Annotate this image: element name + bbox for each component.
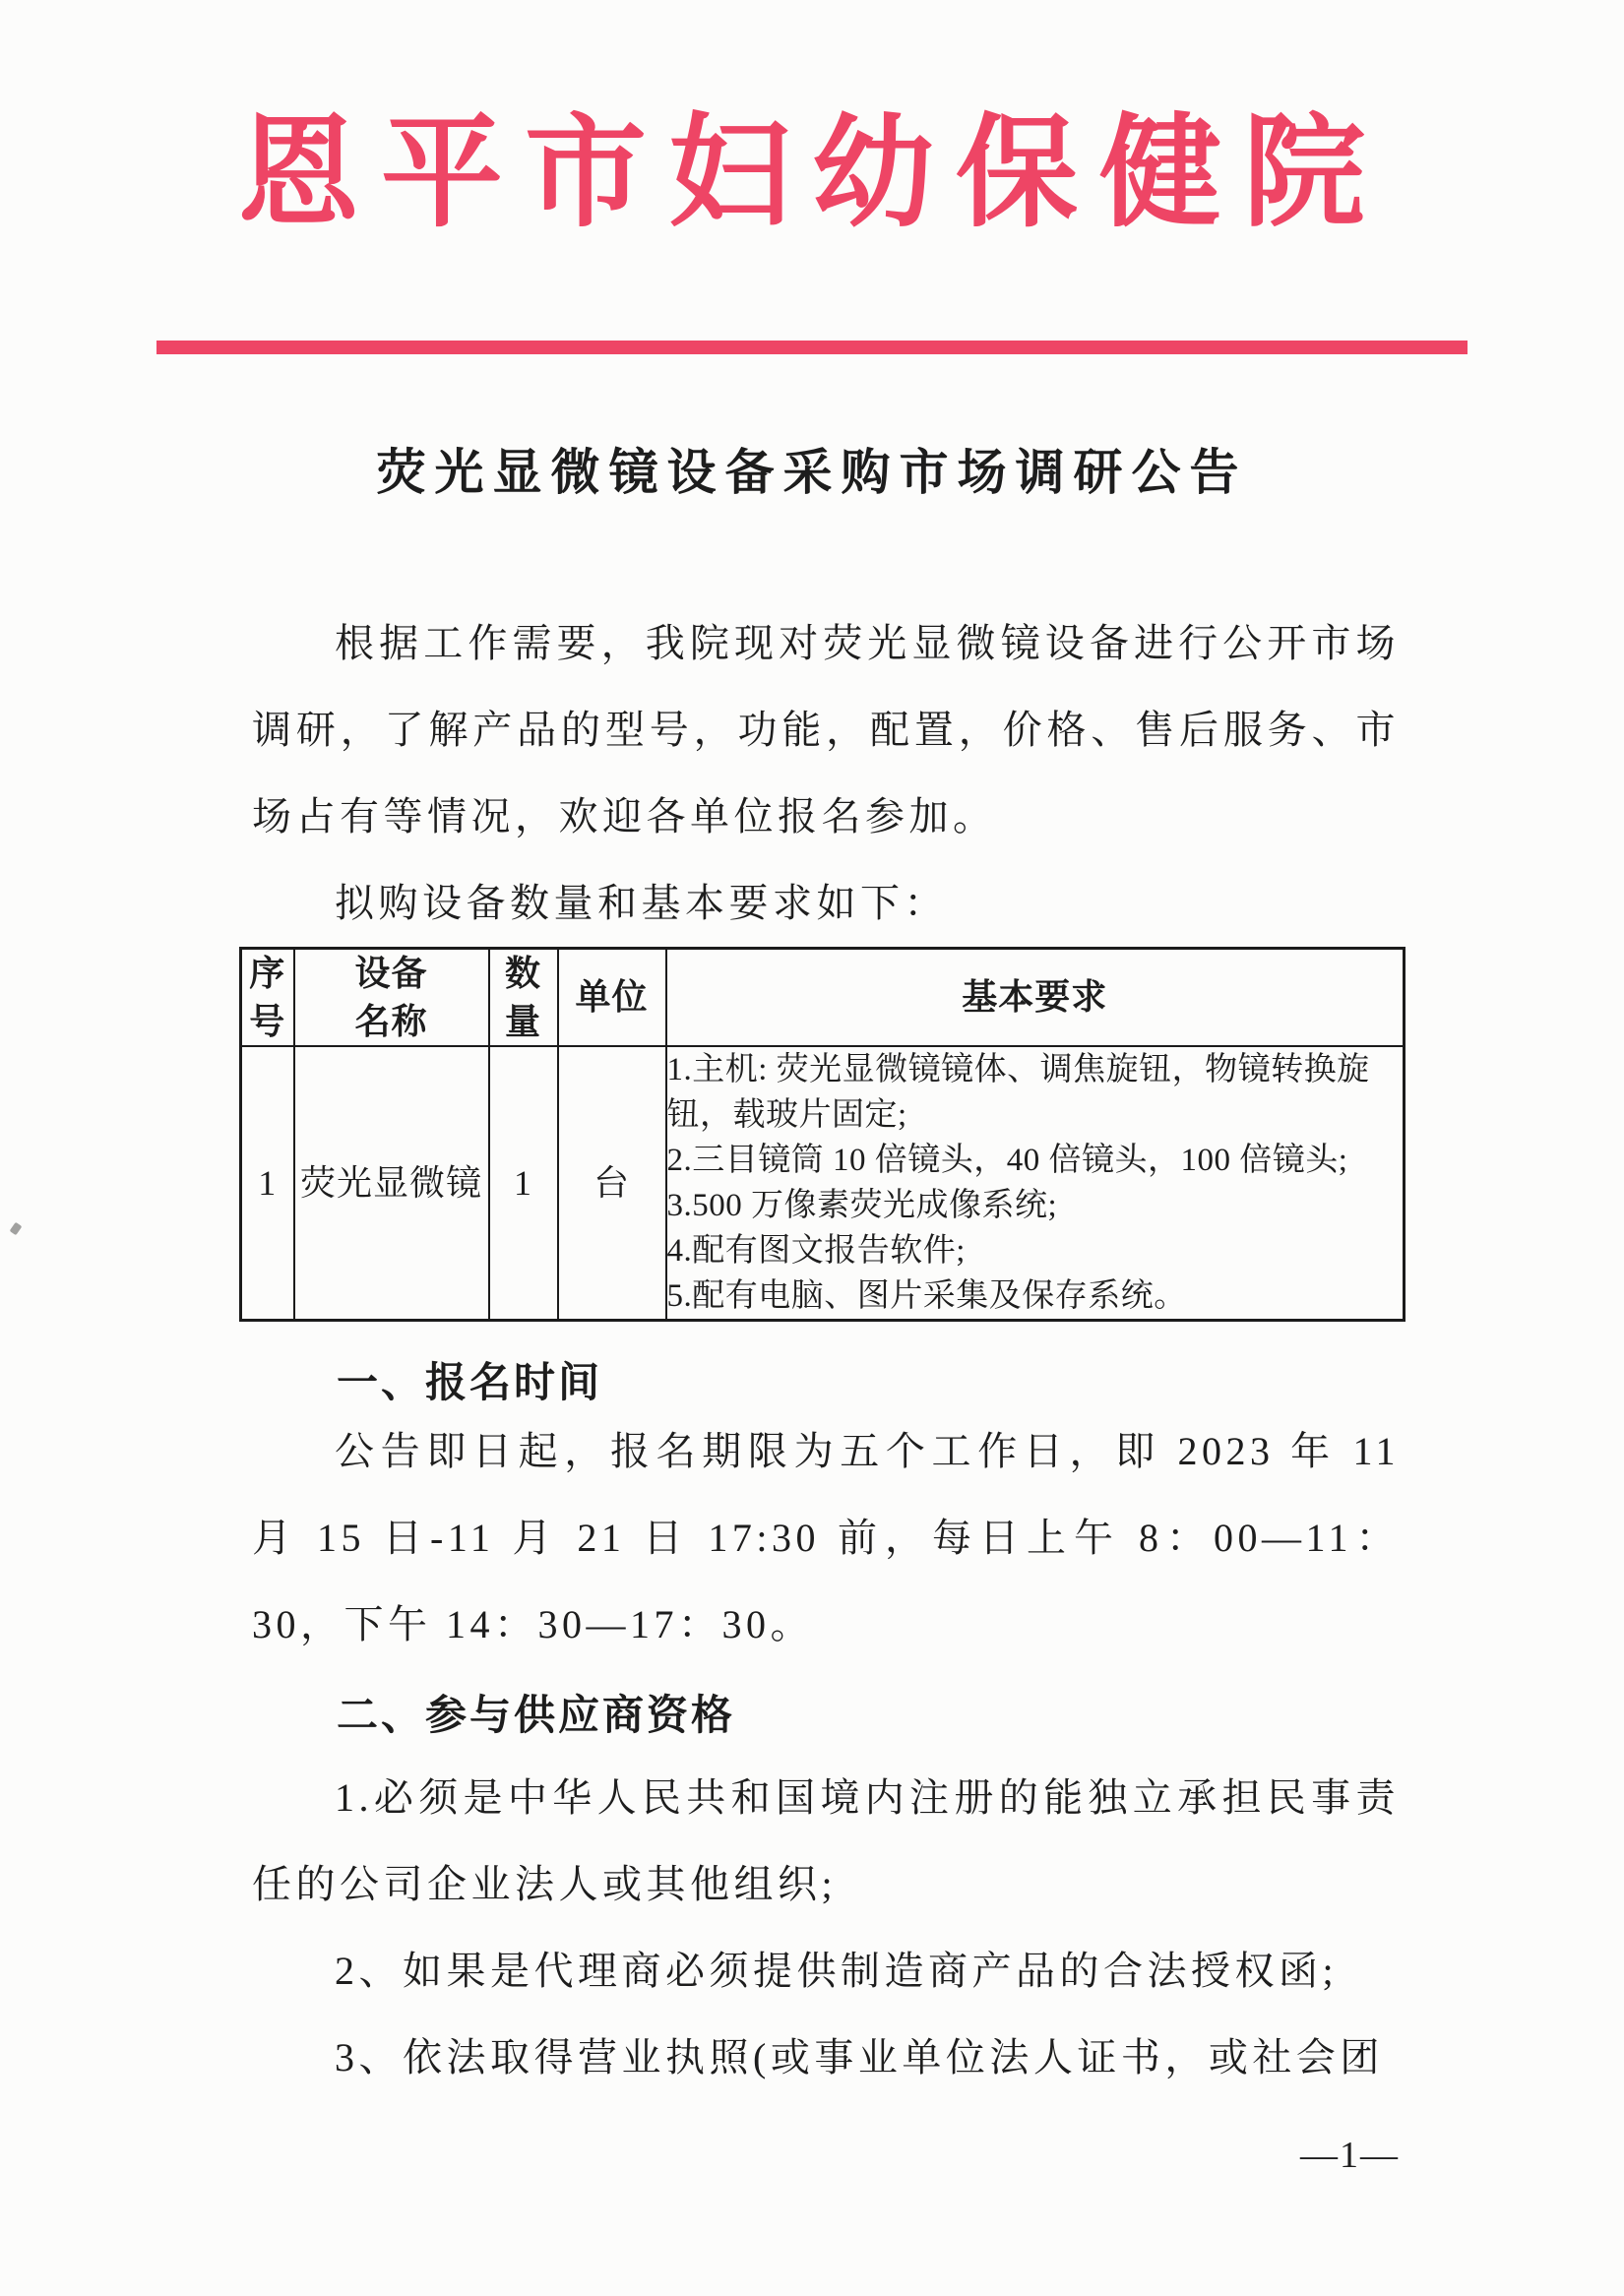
lead-in-paragraph: 拟购设备数量和基本要求如下： — [335, 881, 948, 926]
requirement-line: 5.配有电脑、图片采集及保存系统。 — [666, 1278, 1187, 1315]
requirement-line: 3.500 万像素荧光成像系统; — [666, 1188, 1058, 1224]
equipment-table — [239, 947, 1405, 1322]
header-quantity — [489, 949, 558, 1047]
header-unit-label: 单位 — [575, 977, 649, 1018]
section-1-heading: 一、报名时间 — [337, 1359, 603, 1406]
cell-unit: 台 — [558, 1046, 666, 1321]
document-title: 荧光显微镜设备采购市场调研公告 — [376, 445, 1248, 501]
intro-paragraph: 根据工作需要，我院现对荧光显微镜设备进行公开市场调研，了解产品的型号，功能，配置，价格、售后服务、市场占有等情况，欢迎各单位报名参加。 — [252, 621, 1400, 839]
header-unit — [558, 949, 666, 1047]
header-quantity-label: 数量 — [504, 954, 541, 1041]
requirement-line: 4.配有图文报告软件; — [666, 1233, 966, 1270]
header-device-name — [294, 949, 489, 1047]
cell-quantity: 1 — [489, 1046, 558, 1321]
section-1-paragraph: 公告即日起，报名期限为五个工作日，即 2023 年 11 月 15 日-11 月 21 日 17:30 前，每日上午 8：00—11：30，下午 14：30—17：30。 — [252, 1429, 1400, 1647]
header-requirements-label: 基本要求 — [962, 977, 1108, 1018]
table-row — [241, 1046, 1405, 1321]
table-header-row — [241, 949, 1405, 1047]
section-2-list — [252, 1755, 1400, 2101]
organization-title: 恩平市妇幼保健院 — [236, 106, 1387, 241]
header-seq-label: 序号 — [249, 954, 286, 1041]
cell-device-name: 荧光显微镜 — [294, 1046, 489, 1321]
document-body — [249, 600, 1400, 2101]
header-requirements — [666, 949, 1405, 1047]
supplier-qualification-item: 1.必须是中华人民共和国境内注册的能独立承担民事责任的公司企业法人或其他组织; — [252, 1775, 1400, 1907]
header-seq — [241, 949, 294, 1047]
cell-seq: 1 — [241, 1046, 294, 1321]
section-2-heading: 二、参与供应商资格 — [337, 1692, 736, 1739]
masthead-divider — [156, 341, 1468, 354]
supplier-qualification-item: 2、如果是代理商必须提供制造商产品的合法授权函; — [335, 1949, 1339, 1994]
page-number: —1— — [1300, 2135, 1400, 2177]
scan-artifact — [10, 1222, 23, 1236]
header-device-name-label: 设备名称 — [354, 954, 428, 1041]
requirement-line: 2.三目镜筒 10 倍镜头，40 倍镜头，100 倍镜头; — [666, 1143, 1348, 1179]
supplier-qualification-item: 3、依法取得营业执照(或事业单位法人证书，或社会团 — [335, 2035, 1384, 2080]
cell-requirements — [666, 1046, 1405, 1321]
requirement-line: 1.主机: 荧光显微镜镜体、调焦旋钮，物镜转换旋钮，载玻片固定; — [666, 1052, 1370, 1134]
